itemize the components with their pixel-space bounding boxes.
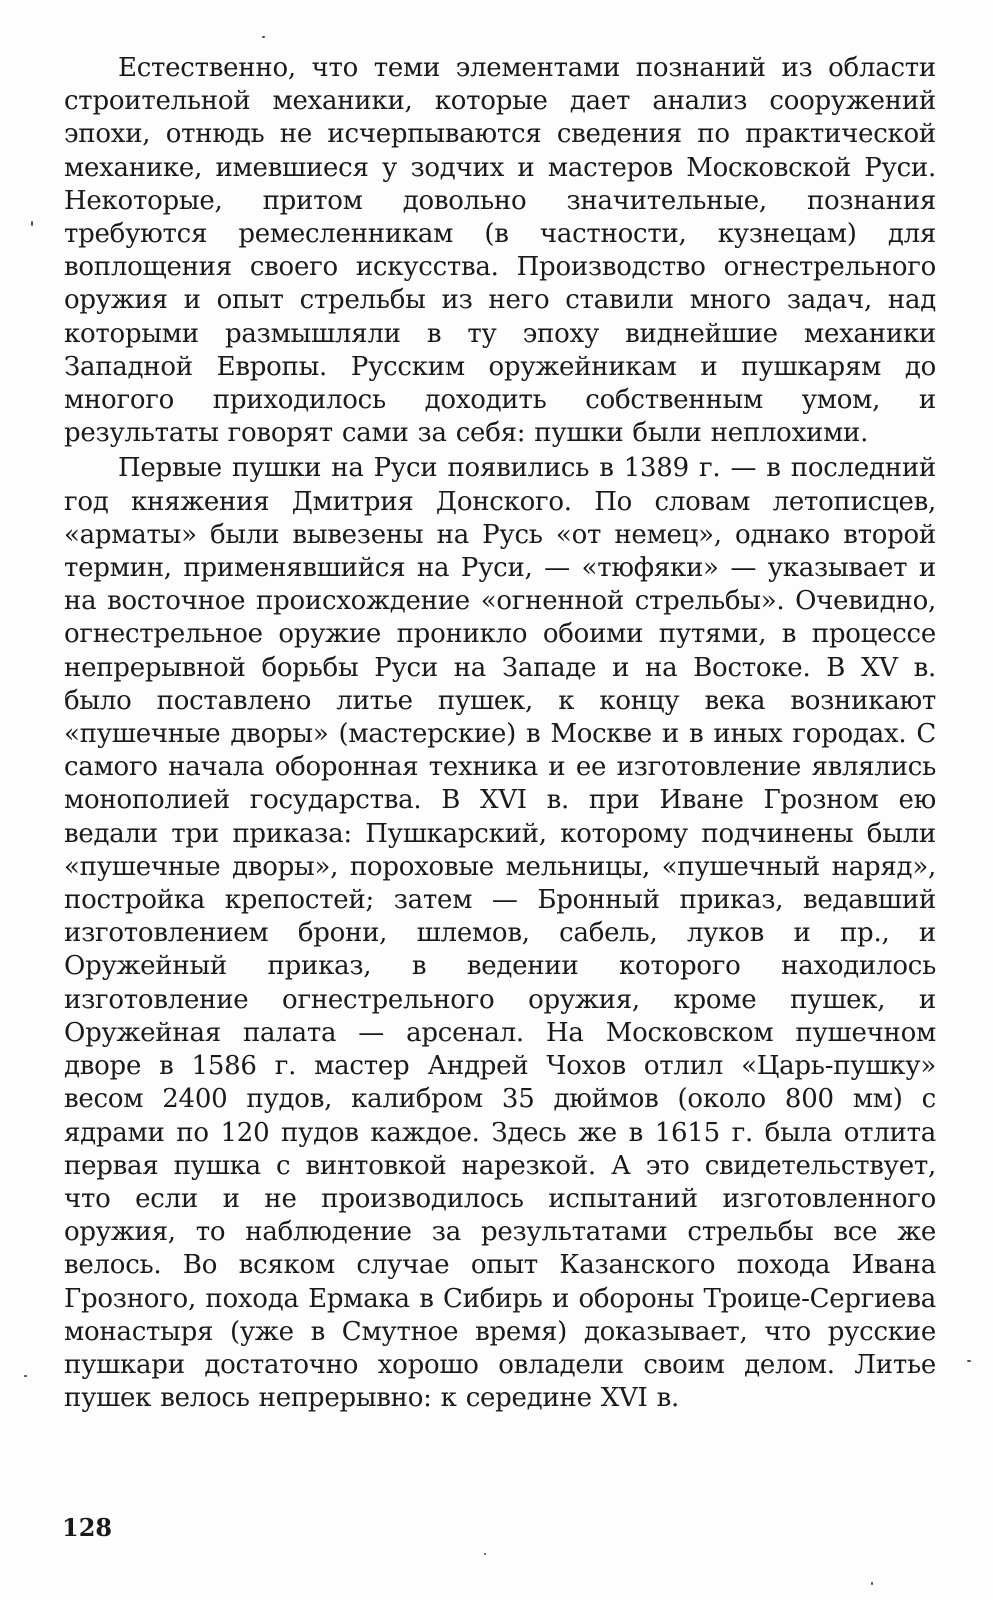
print-speck: [967, 1360, 971, 1362]
print-speck: [262, 36, 265, 38]
paragraph-first-cannons: Первые пушки на Руси появились в 1389 г. — в последний год княжения Дмитрия Донского. По словам летописцев, «арматы» были вывезены на Русь «от немец», однако второй термин, применявшийся на Руси, — «тюфяки» — указывает и на восточное происхождение «огненной стрельбы». Очевидно, огнестрельное оружие проникло обоими путями, в процессе непрерывной борьбы Руси на Западе и на Востоке. В XV в. было поставлено литье пушек, к концу века возникают «пушечные дворы» (мастерские) в Москве и в иных городах. С самого начала оборонная техника и ее изготовление являлись монополией государства. В XVI в. при Иване Грозном ею ведали три приказа: Пушкарский, которому подчинены были «пушечные дворы», пороховые мельницы, «пушечный наряд», постройка крепостей; затем — Бронный приказ, ведавший изготовлением брони, шлемов, сабель, луков и пр., и Оружейный приказ, в ведении которого находилось изготовление огнестрельного оружия, кроме пушек, и Оружейная палата — арсенал. На Московском пушечном дворе в 1586 г. мастер Андрей Чохов отлил «Царь-пушку» весом 2400 пудов, калибром 35 дюймов (около 800 мм) с ядрами по 120 пудов каждое. Здесь же в 1615 г. была отлита первая пушка с винтовкой нарезкой. А это свидетельствует, что если и не производилось испытаний изготовленного оружия, то наблюдение за результатами стрельбы все же велось. Во всяком случае опыт Казанского похода Ивана Грозного, похода Ермака в Сибирь и обороны Троице-Сергиева монастыря (уже в Смутное время) доказывает, что русские пушкари достаточно хорошо овладели своим делом. Литье пушек велось непрерывно: к середине XVI в.: [64, 453, 936, 1414]
print-speck: [871, 1582, 873, 1585]
page-number: 128: [62, 1513, 113, 1542]
print-speck: [24, 1375, 27, 1377]
print-speck: [484, 1553, 486, 1555]
print-speck: [31, 221, 33, 226]
paragraph-mechanics-knowledge: Естественно, что теми элементами познаний из области строительной механики, которые дает анализ сооружений эпохи, отнюдь не исчерпываются сведения по практической механике, имевшиеся у зодчих и мастеров Московской Руси. Некоторые, притом довольно значительные, познания требуются ремесленникам (в частности, кузнецам) для воплощения своего искусства. Производство огнестрельного оружия и опыт стрельбы из него ставили много задач, над которыми размышляли в ту эпоху виднейшие механики Западной Европы. Русским оружейникам и пушкарям до многого приходилось доходить собственным умом, и результаты говорят сами за себя: пушки были неплохими.: [64, 53, 936, 449]
body-text: [64, 52, 936, 1415]
